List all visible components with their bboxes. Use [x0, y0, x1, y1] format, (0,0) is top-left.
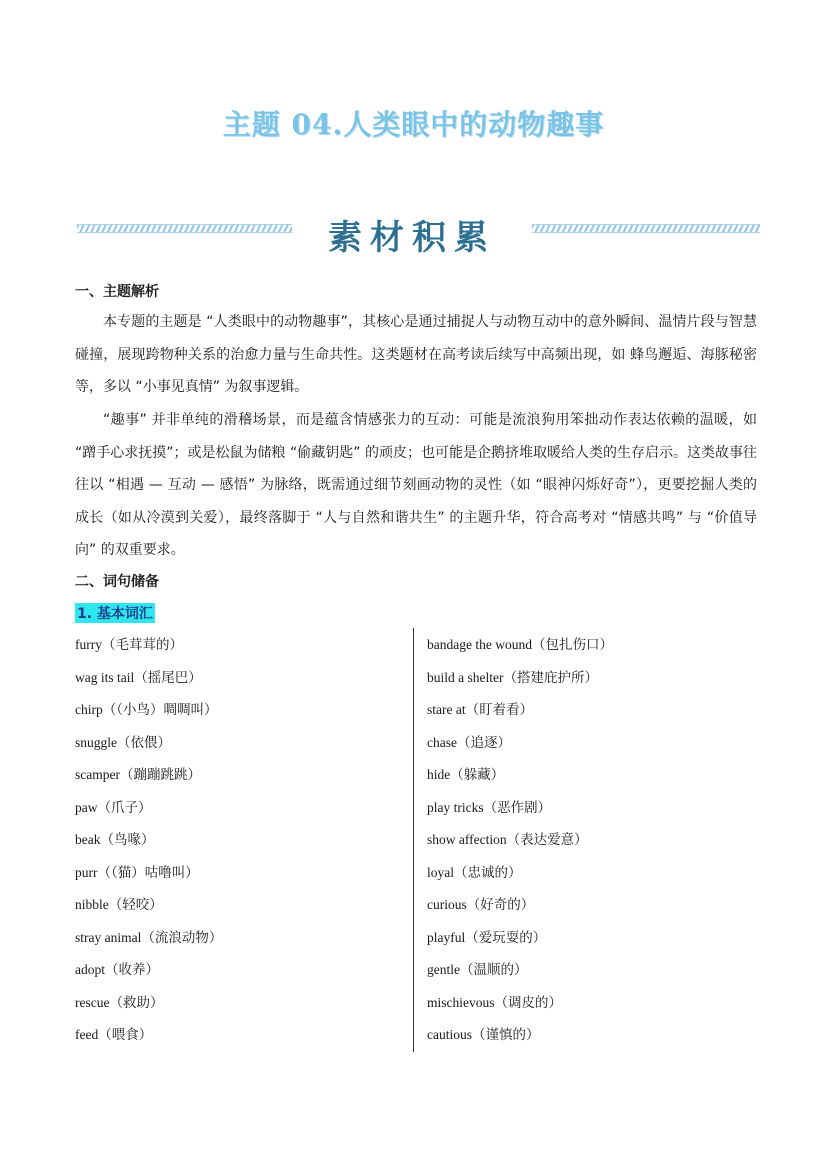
section-heading-analysis: 一、主题解析 [75, 284, 159, 300]
vocabulary-item: paw（爪子） [75, 799, 152, 815]
vocabulary-item: snuggle（依偎） [75, 734, 171, 750]
vocabulary-item: mischievous（调皮的） [427, 994, 562, 1010]
banner-decoration-right [532, 224, 760, 233]
vocabulary-item: nibble（轻咬） [75, 897, 163, 912]
vocabulary-item: gentle（温顺的） [427, 962, 528, 977]
section-banner [0, 210, 827, 260]
vocabulary-item: feed（喂食） [75, 1027, 153, 1042]
vocabulary-item: wag its tail（摇尾巴） [75, 669, 202, 685]
vocabulary-item: bandage the wound（包扎伤口） [427, 637, 613, 652]
vocabulary-list-left [75, 629, 222, 1052]
vocabulary-item: beak（鸟喙） [75, 832, 155, 847]
vocabulary-item: loyal（忠诚的） [427, 864, 522, 880]
column-divider [413, 628, 414, 1052]
vocabulary-item: rescue（救助） [75, 994, 164, 1010]
vocabulary-item: curious（好奇的） [427, 897, 535, 912]
vocabulary-item: play tricks（恶作剧） [427, 799, 552, 815]
vocabulary-item: hide（躲藏） [427, 767, 505, 782]
vocabulary-item: furry（毛茸茸的） [75, 637, 183, 652]
vocabulary-item: cautious（谨慎的） [427, 1027, 540, 1042]
subheading-basic-vocabulary: 1. 基本词汇 [75, 603, 155, 623]
analysis-paragraph-1: 本专题的主题是 “人类眼中的动物趣事”，其核心是通过捕捉人与动物互动中的意外瞬间、温情片段与智慧碰撞，展现跨物种关系的治愈力量与生命共性。这类题材在高考读后续写中高频出现，如 蜂鸟邂逅、海豚秘密等，多以 “小事见真情” 为叙事逻辑。 [75, 314, 757, 395]
vocabulary-item: purr（（猫）咕噜叫） [75, 864, 199, 880]
vocabulary-list-right [427, 629, 613, 1052]
banner-title: 素材积累 [328, 218, 496, 258]
vocabulary-item: chirp（（小鸟）啁啁叫） [75, 702, 218, 717]
section-heading-vocabulary: 二、词句储备 [75, 574, 159, 590]
vocabulary-item: chase（追逐） [427, 734, 511, 750]
analysis-paragraph-2: “趣事” 并非单纯的滑稽场景，而是蕴含情感张力的互动：可能是流浪狗用笨拙动作表达依赖的温暖，如 “蹭手心求抚摸”；或是松鼠为储粮 “偷藏钥匙” 的顽皮；也可能是企鹅挤堆取暖给人类的生存启示。这类故事往往以 “相遇 — 互动 — 感悟” 为脉络，既需通过细节刻画动物的灵性（如 “眼神闪烁好奇”），更要挖掘人类的成长（如从冷漠到关爱），最终落脚于 “人与自然和谐共生” 的主题升华，符合高考对 “情感共鸣” 与 “价值导向” 的双重要求。 [75, 412, 757, 558]
vocabulary-item: show affection（表达爱意） [427, 832, 588, 847]
vocabulary-item: build a shelter（搭建庇护所） [427, 669, 598, 685]
vocabulary-item: adopt（收养） [75, 962, 159, 977]
page-title: 主题 04.人类眼中的动物趣事 [222, 108, 605, 141]
vocabulary-item: scamper（蹦蹦跳跳） [75, 767, 201, 782]
vocabulary-item: playful（爱玩耍的） [427, 929, 547, 945]
vocabulary-item: stare at（盯着看） [427, 702, 534, 717]
banner-decoration-left [77, 224, 292, 233]
vocabulary-item: stray animal（流浪动物） [75, 929, 223, 945]
